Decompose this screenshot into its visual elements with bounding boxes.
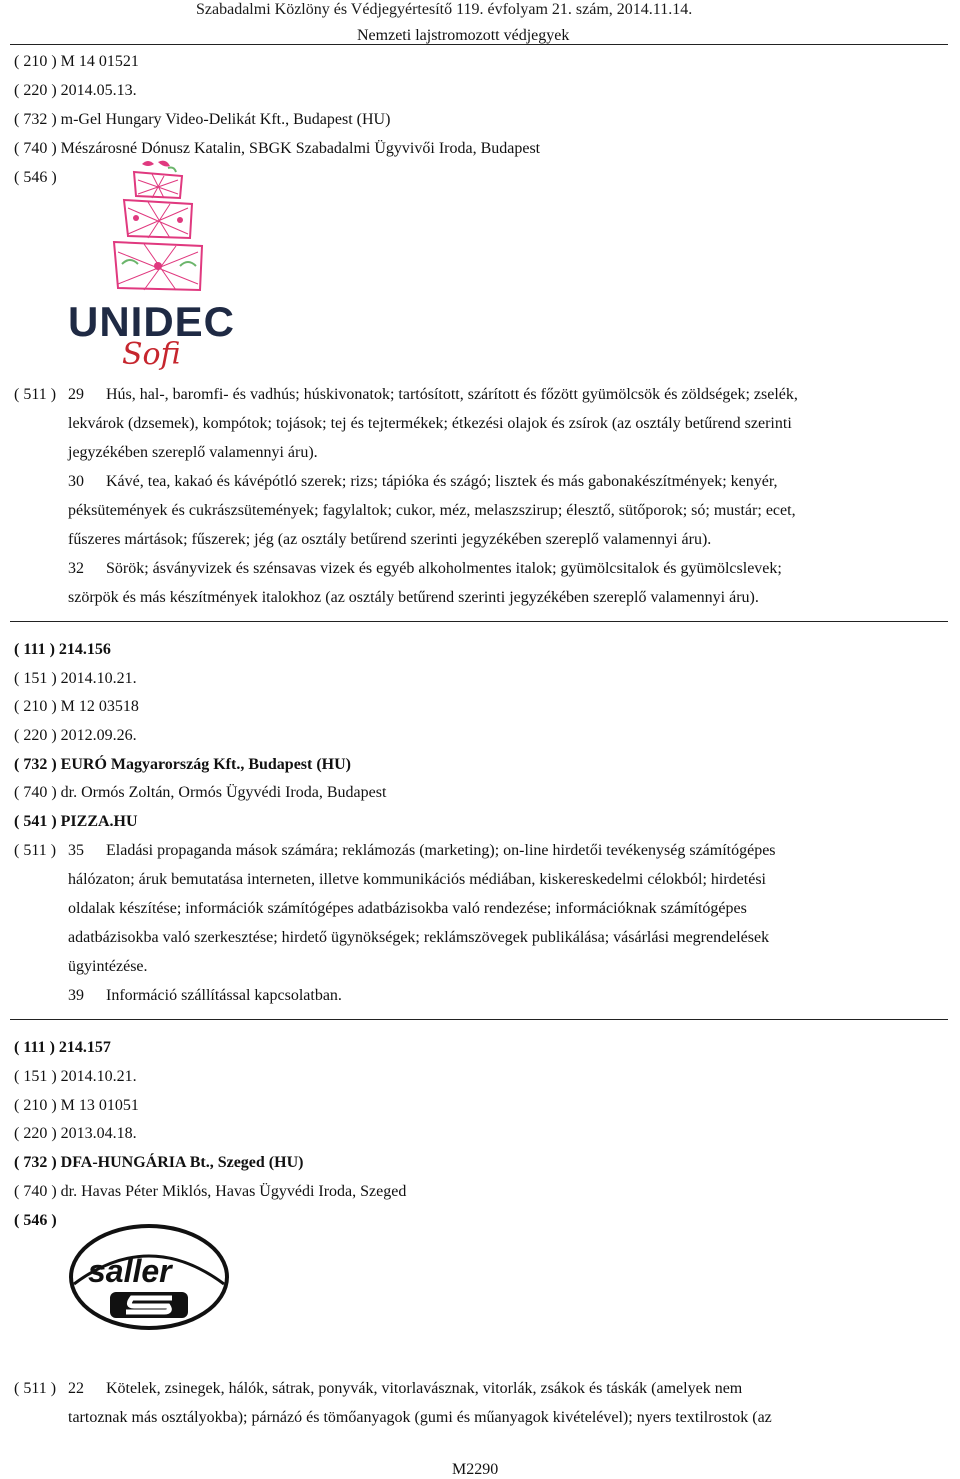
class-line: lekvárok (dzsemek), kompótok; tojások; tej és tejtermékek; étkezési olajok és zsírok (az osztály betűrend szerinti bbox=[68, 415, 792, 432]
saller-logo bbox=[68, 1222, 230, 1332]
class-number: 39 bbox=[68, 987, 84, 1004]
class-line bbox=[68, 385, 798, 405]
class-line: péksütemények és cukrászsütemények; fagylaltok; cukor, méz, melaszszirup; élesztő, sütőporok; só; mustár; ecet, bbox=[68, 502, 796, 519]
class-line: tartoznak más osztályokba); párnázó és tömőanyagok (gumi és műanyagok kivételével); nyers textilrostok (az bbox=[68, 1409, 772, 1426]
cake-illustration bbox=[114, 161, 202, 290]
class-line bbox=[68, 986, 342, 1006]
header-divider bbox=[10, 44, 948, 45]
entry1-f511-code: ( 511 ) bbox=[14, 386, 57, 403]
entry2-f220: ( 220 ) 2012.09.26. bbox=[14, 727, 137, 744]
entry3-f546: ( 546 ) bbox=[14, 1212, 57, 1229]
class-text: Eladási propaganda mások számára; reklámozás (marketing); on-line hirdetői tevékenység számítógépes bbox=[106, 842, 776, 859]
class-text: Információ szállítással kapcsolatban. bbox=[106, 987, 342, 1004]
class-line: adatbázisokba való szerkesztése; hirdető ügynökségek; reklámszövegek publikálása; vásárlási megrendelések bbox=[68, 929, 770, 946]
class-line bbox=[68, 1379, 742, 1399]
entry3-f220: ( 220 ) 2013.04.18. bbox=[14, 1125, 137, 1142]
class-line bbox=[68, 472, 778, 492]
entry1-f210: ( 210 ) M 14 01521 bbox=[14, 53, 139, 70]
entry2-f732: ( 732 ) EURÓ Magyarország Kft., Budapest (HU) bbox=[14, 756, 352, 773]
entry3-f151: ( 151 ) 2014.10.21. bbox=[14, 1068, 137, 1085]
entry2-f541: ( 541 ) PIZZA.HU bbox=[14, 813, 138, 830]
entry2-f151: ( 151 ) 2014.10.21. bbox=[14, 670, 137, 687]
entry2-f111: ( 111 ) 214.156 bbox=[14, 641, 111, 658]
unidec-sofi-logo bbox=[66, 158, 236, 373]
entry2-f210: ( 210 ) M 12 03518 bbox=[14, 698, 139, 715]
class-line: fűszeres mártások; fűszerek; jég (az osztály betűrend szerinti jegyzékében szereplő valamennyi áru). bbox=[68, 531, 712, 548]
entry2-f740: ( 740 ) dr. Ormós Zoltán, Ormós Ügyvédi Iroda, Budapest bbox=[14, 784, 387, 801]
class-line bbox=[68, 559, 782, 579]
entry3-f210: ( 210 ) M 13 01051 bbox=[14, 1097, 139, 1114]
entry3-f740: ( 740 ) dr. Havas Péter Miklós, Havas Ügyvédi Iroda, Szeged bbox=[14, 1183, 407, 1200]
entry1-f220: ( 220 ) 2014.05.13. bbox=[14, 82, 137, 99]
class-line: hálózaton; áruk bemutatása interneten, illetve kommunikációs médiában, kiskereskedelmi célokból; hirdetési bbox=[68, 871, 766, 888]
logo-text-unidec: UNIDEC bbox=[68, 298, 236, 345]
class-text: Kötelek, zsinegek, hálók, sátrak, ponyvák, vitorlavásznak, vitorlák, zsákok és táskák (amelyek nem bbox=[106, 1380, 743, 1397]
entry1-f732: ( 732 ) m-Gel Hungary Video-Delikát Kft., Budapest (HU) bbox=[14, 111, 391, 128]
class-line: szörpök és más készítmények italokhoz (az osztály betűrend szerinti jegyzékében szereplő valamennyi áru). bbox=[68, 589, 759, 606]
entry3-f111: ( 111 ) 214.157 bbox=[14, 1039, 111, 1056]
class-text: Kávé, tea, kakaó és kávépótló szerek; rizs; tápióka és szágó; lisztek és más gabonakészítmények; kenyér, bbox=[106, 473, 778, 490]
class-number: 29 bbox=[68, 386, 84, 403]
entry3-f732: ( 732 ) DFA-HUNGÁRIA Bt., Szeged (HU) bbox=[14, 1154, 304, 1171]
logo-text-saller: saller bbox=[88, 1253, 172, 1289]
class-line bbox=[68, 841, 776, 861]
entry3-f511-code: ( 511 ) bbox=[14, 1380, 57, 1397]
class-line: jegyzékében szereplő valamennyi áru). bbox=[68, 444, 318, 461]
entry1-f740: ( 740 ) Mészárosné Dónusz Katalin, SBGK Szabadalmi Ügyvivői Iroda, Budapest bbox=[14, 140, 541, 157]
class-text: Hús, hal-, baromfi- és vadhús; húskivonatok; tartósított, szárított és főzött gyümölcsök és zöldségek; zselék, bbox=[106, 386, 798, 403]
class-number: 22 bbox=[68, 1380, 84, 1397]
page-number: M2290 bbox=[452, 1461, 499, 1478]
entry2-f511-code: ( 511 ) bbox=[14, 842, 57, 859]
class-text: Sörök; ásványvizek és szénsavas vizek és egyéb alkoholmentes italok; gyümölcsitalok és gyümölcslevek; bbox=[106, 560, 782, 577]
class-number: 32 bbox=[68, 560, 84, 577]
entry-divider-1 bbox=[10, 621, 948, 622]
class-line: ügyintézése. bbox=[68, 958, 148, 975]
class-line: oldalak készítése; információk számítógépes adatbázisokba való rendezése; információknak számítógépes bbox=[68, 900, 747, 917]
saller-s-emblem bbox=[110, 1292, 188, 1318]
journal-header: Szabadalmi Közlöny és Védjegyértesítő 119. évfolyam 21. szám, 2014.11.14. bbox=[196, 1, 693, 18]
class-number: 35 bbox=[68, 842, 84, 859]
logo-text-sofi: Sofi bbox=[122, 337, 181, 372]
entry-divider-2 bbox=[10, 1019, 948, 1020]
entry1-f546: ( 546 ) bbox=[14, 169, 57, 186]
class-number: 30 bbox=[68, 473, 84, 490]
section-title: Nemzeti lajstromozott védjegyek bbox=[357, 27, 570, 44]
